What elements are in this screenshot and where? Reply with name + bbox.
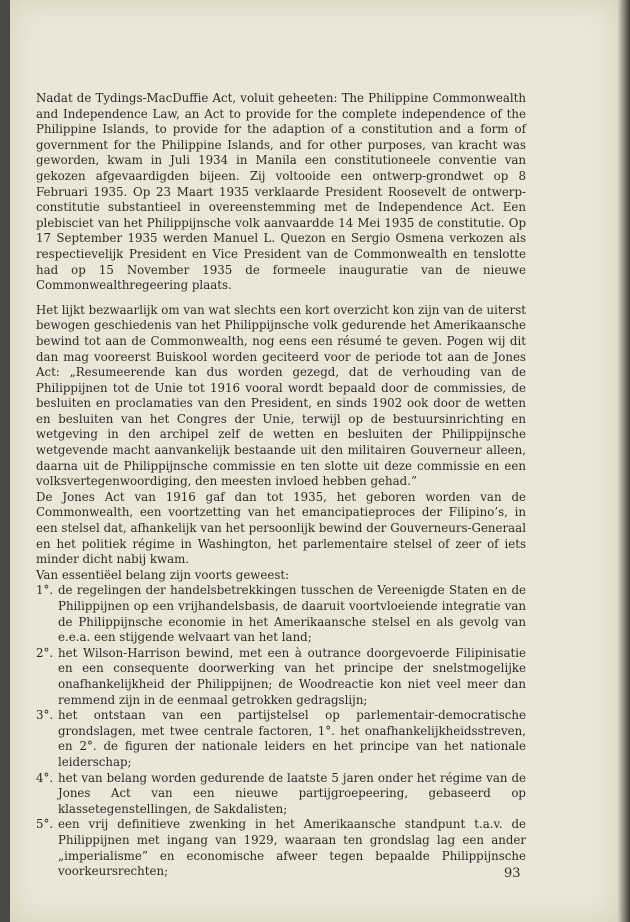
list-item-text: het van belang worden gedurende de laatste 5 jaren onder het régime van de Jones Act van een nieuwe partijgroepeering, gebaseerd op klassetegenstellingen, de Sakdalisten; xyxy=(58,770,526,816)
list-item xyxy=(36,646,526,708)
page-number: 93 xyxy=(504,866,521,881)
paragraph-summary: Het lijkt bezwaarlijk om van wat slechts een kort overzicht kon zijn van de uiterst bewogen geschiedenis van het Philippijnsche volk gedurende het Amerikaansche bewind tot aan de Commonwealth, nog eens een résumé te geven. Pogen wij dit dan mag vooreerst Buiskool worden geciteerd voor de periode tot aan de Jones Act: „Resumeerende kan dus worden gezegd, dat de verhouding van de Philippijnen tot de Unie tot 1916 vooral wordt bepaald door de commissies, de besluiten en proclamaties van den President, en sinds 1902 ook door de wetten en besluiten van het Congres der Unie, terwijl op de bestuursinrichting en wetgeving in den archipel zelf de wetten en besluiten der Philippijnsche wetgevende macht aanvankelijk bestaande uit den militairen Gouverneur alleen, daarna uit de Philippijnsche commissie en ten slotte uit deze commissie en een volksvertegenwoordiging, den meesten invloed hebben gehad.” xyxy=(36,302,526,489)
paragraph-commonwealth: Nadat de Tydings-MacDuffie Act, voluit geheeten: The Philippine Commonwealth and Independence Law, an Act to provide for the complete independence of the Philippine Islands, to provide for the adaption of a constitution and a form of government for the Philippine Islands, and for other purposes, van kracht was geworden, kwam in Juli 1934 in Manila een constitutioneele conventie van gekozen afgevaardigden bijeen. Zij voltooide een ontwerp-grondwet op 8 Februari 1935. Op 23 Maart 1935 verklaarde President Roosevelt de ontwerp-constitutie substantieel in overeenstemming met de Independence Act. Een plebisciet van het Philippijnsche volk aanvaardde 14 Mei 1935 de constitutie. Op 17 September 1935 werden Manuel L. Quezon en Sergio Osmena verkozen als respectievelijk President en Vice President van de Commonwealth en tenslotte had op 15 November 1935 de formeele inauguratie van de nieuwe Commonwealthregeering plaats. xyxy=(36,91,526,293)
list-number: 2°. xyxy=(36,645,54,660)
list-item xyxy=(36,817,526,879)
book-page xyxy=(10,0,618,922)
list-item xyxy=(36,708,526,770)
list-number: 3°. xyxy=(36,708,54,723)
list-item-text: het Wilson-Harrison bewind, met een à outrance doorgevoerde Filipinisatie en een consequente doorwerking van het principe der snelstmogelijke onafhankelijkheid der Philippijnen; de Woodreactie kon niet veel meer dan remmend zijn in de eenmaal getrokken gedragslijn; xyxy=(58,645,526,707)
list-item-text: het ontstaan van een partijstelsel op parlementair-democratische grondslagen, met twee centrale factoren, 1°. het onafhankelijkheidsstreven, en 2°. de figuren der nationale leiders en het principe van het nationale leiderschap; xyxy=(58,708,526,769)
list-item xyxy=(36,771,526,818)
list-number: 4°. xyxy=(36,770,54,785)
list-number: 5°. xyxy=(36,817,54,832)
paragraph-list-intro: Van essentiëel belang zijn voorts geweest: xyxy=(36,567,290,582)
list-item-text: de regelingen der handelsbetrekkingen tusschen de Vereenigde Staten en de Philippijnen op een vrijhandelsbasis, de daaruit voortvloeiende integratie van de Philippijnsche economie in het Amerikaansche stelsel en als gevolg van e.e.a. een stijgende welvaart van het land; xyxy=(58,583,526,645)
page-edge-shadow xyxy=(618,0,630,922)
list-item-text: een vrij definitieve zwenking in het Amerikaansche standpunt t.a.v. de Philippijnen met ingang van 1929, waaraan ten grondslag lag een ander „imperialisme” en economische afweer tegen bepaalde Philippijnsche voorkeursrechten; xyxy=(58,817,526,879)
body-text xyxy=(36,91,526,880)
numbered-list xyxy=(36,583,526,879)
paragraph-jones-act: De Jones Act van 1916 gaf dan tot 1935, het geboren worden van de Commonwealth, een voortzetting van het emancipatieproces der Filipino’s, in een stelsel dat, afhankelijk van het persoonlijk bewind der Gouverneurs-Generaal en het politiek régime in Washington, het parlementaire stelsel of zeer of iets minder dicht nabij kwam. xyxy=(36,489,526,567)
list-item xyxy=(36,583,526,645)
list-number: 1°. xyxy=(36,583,54,598)
